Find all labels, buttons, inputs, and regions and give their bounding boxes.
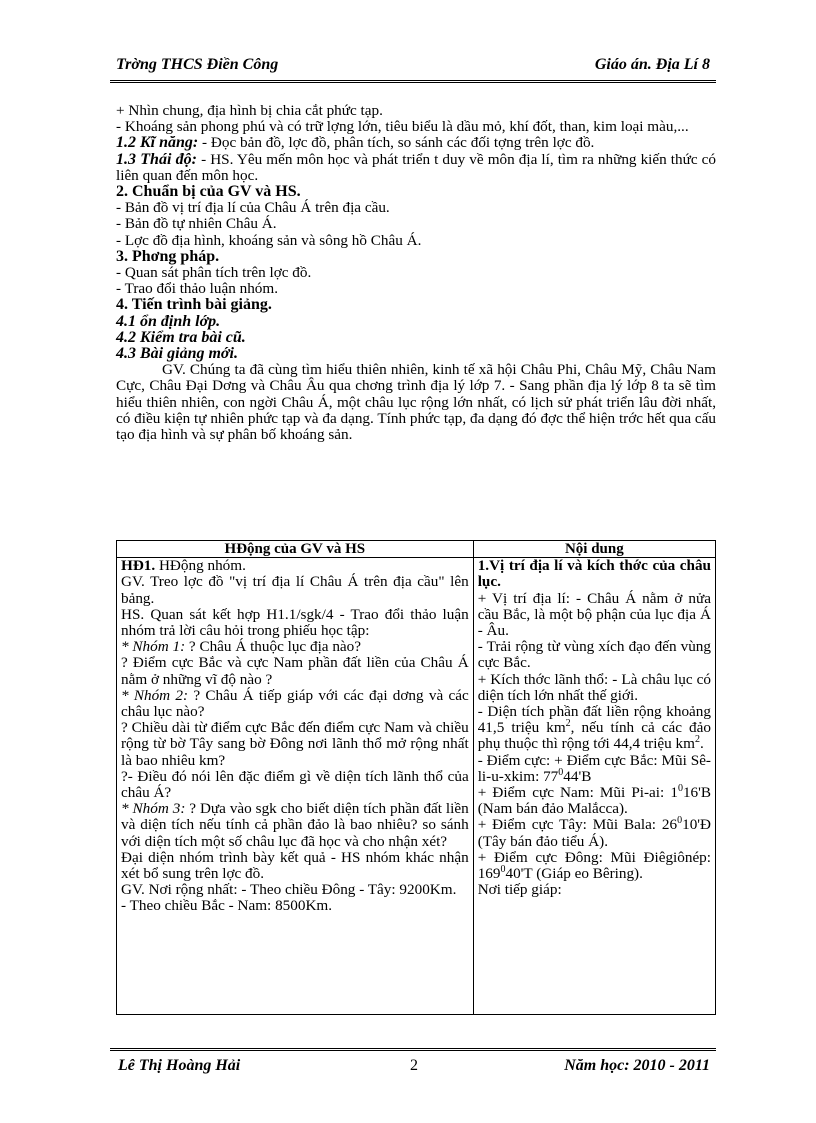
prep-item: - Lợc đồ địa hình, khoáng sản và sông hồ Châu Á. xyxy=(116,231,422,249)
process-step: 4.2 Kiểm tra bài cũ. xyxy=(116,328,246,346)
header-rule xyxy=(110,80,716,83)
content-title: 1.Vị trí địa lí và kích thớc của châu lục. xyxy=(477,557,711,591)
pole-text: + Điểm cực Tây: Mũi Bala: 26 xyxy=(477,816,678,834)
lesson-table xyxy=(116,540,716,1015)
header-subject: Giáo án. Địa Lí 8 xyxy=(594,56,710,73)
pole-text: - Điểm cực: + Điểm cực Bắc: Mũi Sê-li-u-xkim: 77 xyxy=(477,751,711,785)
method-heading: 3. Phơng pháp. xyxy=(116,247,220,265)
activity-line: Đại diện nhóm trình bày kết quả - HS nhóm khác nhận xét bổ sung trên lợc đồ. xyxy=(121,848,469,883)
skills-label: 1.2 Kĩ năng: xyxy=(116,134,199,152)
page-footer xyxy=(110,1057,716,1079)
content-pole-south xyxy=(477,782,711,818)
group-label: * Nhóm 2: xyxy=(121,686,189,704)
pole-text: + Điểm cực Đông: Mũi Điêgiônép: 169 xyxy=(477,848,711,883)
area-text: - Diện tích phần đất liền rộng khoảng 41,5 triệu km xyxy=(477,703,711,737)
activity-line: - Theo chiều Bắc - Nam: 8500Km. xyxy=(121,897,333,915)
group2-question xyxy=(121,688,469,720)
table-row xyxy=(117,558,716,1015)
content-cell xyxy=(473,558,715,1015)
activity-line: GV. Nơi rộng nhất: - Theo chiều Đông - Tây: 9200Km. xyxy=(121,881,457,899)
group1-question xyxy=(121,639,469,655)
content-line: + Vị trí địa lí: - Châu Á nằm ở nửa cầu Bắc, là một bộ phận của lục địa Á - Âu. xyxy=(477,589,711,640)
attitude-line xyxy=(116,152,716,184)
header-school: Trờng THCS Điền Công xyxy=(116,56,279,73)
content-pole-north xyxy=(478,753,711,785)
skills-line xyxy=(116,135,716,151)
table-header-activity: HĐộng của GV và HS xyxy=(117,541,474,558)
attitude-label: 1.3 Thái độ: xyxy=(116,150,197,168)
activity-line: GV. Treo lợc đồ "vị trí địa lí Châu Á trên địa cầu" lên bảng. xyxy=(121,573,469,607)
activity-title xyxy=(121,558,469,574)
intro-line: - Khoáng sản phong phú và có trữ lợng lớn, tiêu biểu là dầu mỏ, khí đốt, than, kim loại màu,... xyxy=(116,118,689,136)
table-header-row xyxy=(117,541,716,558)
degree-sup: 0 xyxy=(677,782,683,794)
degree-sup: 0 xyxy=(558,766,564,778)
degree-sup: 0 xyxy=(677,815,683,827)
content-line: + Kích thớc lãnh thổ: - Là châu lục có diện tích lớn nhất thế giới. xyxy=(477,670,711,704)
page-number: 2 xyxy=(410,1057,418,1074)
footer-rule xyxy=(110,1048,716,1051)
skills-text: - Đọc bản đồ, lợc đồ, phân tích, so sánh các đối tợng trên lợc đồ. xyxy=(198,134,595,152)
intro-paragraph: GV. Chúng ta đã cùng tìm hiểu thiên nhiên, kinh tế xã hội Châu Phi, Châu Mỹ, Châu Nam Cực, Châu Đại Dơng và Châu Âu qua chơng trình địa lý lớp 7. - Sang phần địa lý lớp 8 ta sẽ tìm hiểu thiên nhiên, con ngời Châu Á, một châu lục rộng lớn nhất, có lịch sử phát triển lâu đời nhất, có điều kiện tự nhiên phức tạp và đa dạng. Tính phức tạp, đa dạng đó đợc thể hiện trớc hết qua cấu tạo địa hình và sự phân bố khoáng sản. xyxy=(116,361,716,444)
prep-item: - Bản đồ tự nhiên Châu Á. xyxy=(116,215,277,233)
process-step: 4.1 ổn định lớp. xyxy=(116,312,221,330)
group-question: ? Dựa vào sgk cho biết diện tích phần đất liền và diện tích nếu tính cả phần đảo là bao nhiêu? so sánh với diện tích một số châu lục đã học và cho nhận xét? xyxy=(121,800,469,850)
activity-line: HS. Quan sát kết hợp H1.1/sgk/4 - Trao đổi thảo luận nhóm trả lời câu hỏi trong phiếu học tập: xyxy=(121,605,469,640)
pole-text: 16'B (Nam bán đảo Malắcca). xyxy=(477,784,711,818)
activity-line: ?- Điều đó nói lên đặc điểm gì về diện tích lãnh thổ của châu Á? xyxy=(121,767,469,802)
table-header-content: Nội dung xyxy=(473,541,715,558)
area-text: , nếu tính cả các đảo phụ thuộc thì rộng tới 44,4 triệu km xyxy=(477,719,711,753)
degree-sup: 0 xyxy=(500,864,506,875)
pole-text: 40'T (Giáp eo Bêring). xyxy=(505,865,643,883)
activity-line: ? Chiều dài từ điểm cực Bắc đến điểm cực Nam và chiều rộng từ bờ Tây sang bờ Đông nơi lãnh thổ mở rộng nhất là bao nhiêu km? xyxy=(121,719,469,769)
intro-line: + Nhìn chung, địa hình bị chia cắt phức tạp. xyxy=(116,102,383,119)
group-label: * Nhóm 1: xyxy=(121,638,186,656)
area-sup: 2 xyxy=(565,718,571,730)
group-question: ? Châu Á tiếp giáp với các đại dơng và các châu lục nào? xyxy=(121,686,469,721)
pole-text: 44'B xyxy=(563,767,592,785)
footer-author: Lê Thị Hoàng Hải xyxy=(118,1057,241,1074)
process-heading: 4. Tiến trình bài giảng. xyxy=(116,296,272,314)
process-step: 4.3 Bài giảng mới. xyxy=(116,345,238,363)
area-end: . xyxy=(699,735,704,753)
content-pole-east xyxy=(478,850,711,882)
lesson-body xyxy=(116,103,716,443)
prep-heading: 2. Chuẩn bị của GV và HS. xyxy=(116,183,301,201)
activity-type: HĐộng nhóm. xyxy=(155,557,246,575)
activity-line: ? Điểm cực Bắc và cực Nam phần đất liền của Châu Á nằm ở những vĩ độ nào ? xyxy=(121,654,469,688)
activity-cell xyxy=(117,558,474,1015)
content-area-line xyxy=(478,704,711,753)
group-label: * Nhóm 3: xyxy=(121,800,186,818)
content-line: - Trải rộng từ vùng xích đạo đến vùng cực Bắc. xyxy=(477,638,711,672)
group-question: ? Châu Á thuộc lục địa nào? xyxy=(185,638,361,656)
method-item: - Quan sát phân tích trên lợc đồ. xyxy=(116,264,312,282)
prep-item: - Bản đồ vị trí địa lí của Châu Á trên địa cầu. xyxy=(116,199,390,217)
content-line: Nơi tiếp giáp: xyxy=(477,881,562,899)
pole-text: 10'Đ (Tây bán đảo tiểu Á). xyxy=(477,816,711,850)
pole-text: + Điểm cực Nam: Mũi Pi-ai: 1 xyxy=(477,784,678,802)
footer-school-year: Năm học: 2010 - 2011 xyxy=(564,1057,710,1074)
activity-label: HĐ1. xyxy=(121,557,156,575)
group3-question xyxy=(121,801,469,850)
page-header xyxy=(110,54,716,78)
area-sup: 2 xyxy=(694,734,700,746)
attitude-text: - HS. Yêu mến môn học và phát triển t duy về môn địa lí, tìm ra những kiến thức có liên quan đến môn học. xyxy=(116,150,716,184)
content-pole-west xyxy=(478,817,711,849)
method-item: - Trao đổi thảo luận nhóm. xyxy=(116,280,278,298)
